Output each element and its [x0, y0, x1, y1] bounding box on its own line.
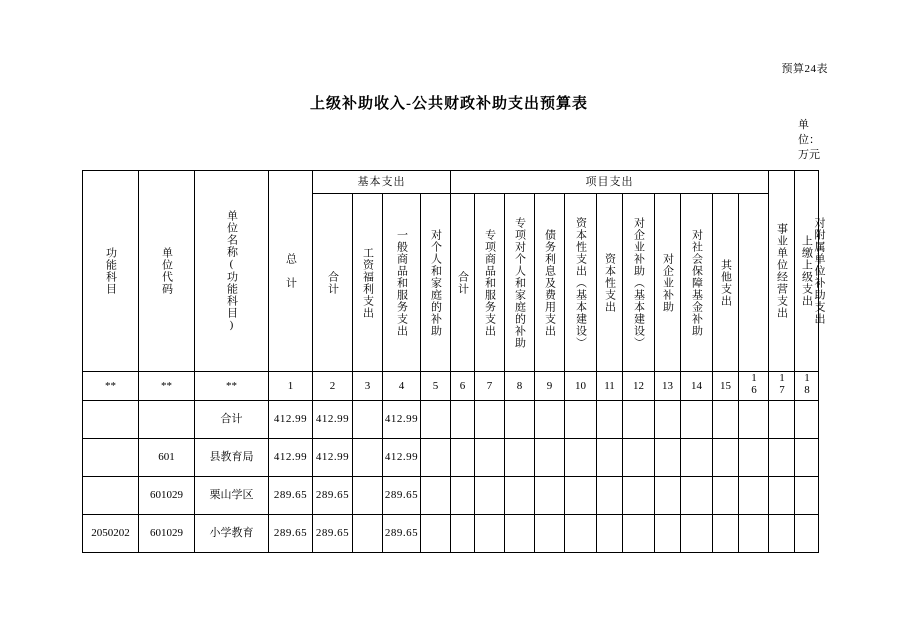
cell-enterprise-subsidy-basic	[623, 515, 655, 553]
header-upper-level-payment-label: 上缴上级支出	[800, 235, 813, 307]
colnum-18: 16	[739, 372, 769, 401]
unit-note-line1: 单	[798, 119, 809, 131]
cell-basic-total: 412.99	[313, 401, 353, 439]
colnum-13: 11	[597, 372, 623, 401]
cell-salary-welfare	[353, 477, 383, 515]
cell-salary-welfare	[353, 439, 383, 477]
colnum-7: 5	[421, 372, 451, 401]
header-total-label: 总 计	[284, 253, 297, 289]
cell-social-security-subsidy	[681, 439, 713, 477]
header-enterprise-subsidy	[655, 194, 681, 372]
header-project-total-label: 合计	[456, 270, 469, 295]
table-row	[83, 515, 819, 553]
cell-special-goods-services	[475, 439, 505, 477]
cell-function-code	[83, 401, 139, 439]
header-institution-operation-label: 事业单位经营支出	[775, 223, 788, 319]
cell-capital-basic-construction	[565, 401, 597, 439]
colnum-11: 9	[535, 372, 565, 401]
header-debt-interest-fee	[535, 194, 565, 372]
cell-function-code	[83, 439, 139, 477]
header-other-expenditure	[713, 194, 739, 372]
header-group-row	[83, 171, 819, 194]
cell-unit-code: 601029	[139, 515, 195, 553]
cell-capital-expenditure	[597, 515, 623, 553]
colnum-2: **	[195, 372, 269, 401]
page-title: 上级补助收入-公共财政补助支出预算表	[310, 96, 588, 112]
cell-basic-total: 289.65	[313, 515, 353, 553]
header-unit-name-label: 单位名称(功能科目)	[225, 210, 238, 332]
header-group-project-expenditure: 项目支出	[451, 171, 769, 194]
cell-basic-total: 289.65	[313, 477, 353, 515]
cell-upper-level-payment	[769, 439, 795, 477]
unit-note-line3: 万元	[798, 149, 820, 161]
header-capital-expenditure	[597, 194, 623, 372]
cell-enterprise-subsidy-basic	[623, 439, 655, 477]
header-personal-family-subsidy-label: 对个人和家庭的补助	[429, 228, 442, 337]
unit-note-line2: 位：	[798, 134, 820, 146]
header-unit-name	[195, 171, 269, 372]
colnum-3: 1	[269, 372, 313, 401]
cell-special-personal-family	[505, 515, 535, 553]
cell-debt-interest-fee	[535, 477, 565, 515]
header-affiliated-unit-subsidy-label: 对附属单位补助支出	[813, 217, 826, 325]
header-group-basic-expenditure: 基本支出	[313, 171, 451, 194]
colnum-9: 7	[475, 372, 505, 401]
colnum-6: 4	[383, 372, 421, 401]
colnum-14: 12	[623, 372, 655, 401]
cell-capital-expenditure	[597, 477, 623, 515]
cell-personal-family-subsidy	[421, 515, 451, 553]
cell-personal-family-subsidy	[421, 401, 451, 439]
header-unit-code	[139, 171, 195, 372]
cell-institution-operation	[739, 439, 769, 477]
header-institution-operation	[769, 171, 795, 372]
cell-personal-family-subsidy	[421, 477, 451, 515]
header-goods-services-label: 一般商品和服务支出	[395, 228, 408, 337]
colnum-17: 15	[713, 372, 739, 401]
cell-special-goods-services	[475, 477, 505, 515]
cell-unit-code: 601	[139, 439, 195, 477]
cell-upper-level-payment	[769, 401, 795, 439]
cell-unit-code	[139, 401, 195, 439]
header-enterprise-subsidy-label: 对企业补助	[661, 252, 674, 313]
table-row	[83, 439, 819, 477]
header-enterprise-subsidy-basic-label: 对企业补助（基本建设）	[632, 216, 645, 349]
cell-special-goods-services	[475, 515, 505, 553]
cell-capital-basic-construction	[565, 477, 597, 515]
budget-table	[82, 170, 826, 553]
cell-affiliated-unit-subsidy	[795, 477, 819, 515]
cell-social-security-subsidy	[681, 401, 713, 439]
header-special-goods-services-label: 专项商品和服务支出	[483, 228, 496, 337]
cell-function-code: 2050202	[83, 515, 139, 553]
cell-enterprise-subsidy-basic	[623, 477, 655, 515]
cell-project-total	[451, 439, 475, 477]
cell-unit-code: 601029	[139, 477, 195, 515]
colnum-4: 2	[313, 372, 353, 401]
cell-other-expenditure	[713, 477, 739, 515]
cell-goods-services: 412.99	[383, 439, 421, 477]
cell-affiliated-unit-subsidy	[795, 515, 819, 553]
cell-institution-operation	[739, 477, 769, 515]
header-personal-family-subsidy	[421, 194, 451, 372]
column-number-row	[83, 372, 819, 401]
header-special-personal-family-label: 专项对个人和家庭的补助	[513, 216, 526, 349]
header-function-code	[83, 171, 139, 372]
header-debt-interest-fee-label: 债务利息及费用支出	[543, 228, 556, 337]
cell-unit-name: 栗山学区	[195, 477, 269, 515]
colnum-20: 18	[795, 372, 819, 401]
colnum-5: 3	[353, 372, 383, 401]
colnum-12: 10	[565, 372, 597, 401]
cell-total: 289.65	[269, 515, 313, 553]
header-salary-welfare	[353, 194, 383, 372]
cell-special-personal-family	[505, 477, 535, 515]
cell-special-personal-family	[505, 401, 535, 439]
header-social-security-subsidy	[681, 194, 713, 372]
table-row	[83, 477, 819, 515]
header-total	[269, 171, 313, 372]
cell-total: 289.65	[269, 477, 313, 515]
cell-enterprise-subsidy	[655, 439, 681, 477]
cell-salary-welfare	[353, 515, 383, 553]
cell-upper-level-payment	[769, 477, 795, 515]
cell-institution-operation	[739, 401, 769, 439]
cell-affiliated-unit-subsidy	[795, 439, 819, 477]
header-social-security-subsidy-label: 对社会保障基金补助	[690, 228, 703, 337]
cell-capital-expenditure	[597, 439, 623, 477]
colnum-8: 6	[451, 372, 475, 401]
cell-debt-interest-fee	[535, 439, 565, 477]
cell-goods-services: 289.65	[383, 515, 421, 553]
header-other-expenditure-label: 其他支出	[719, 258, 732, 307]
cell-capital-basic-construction	[565, 439, 597, 477]
cell-function-code	[83, 477, 139, 515]
cell-enterprise-subsidy	[655, 477, 681, 515]
cell-personal-family-subsidy	[421, 439, 451, 477]
header-basic-total-label: 合计	[326, 270, 339, 295]
cell-enterprise-subsidy	[655, 401, 681, 439]
table-row	[83, 401, 819, 439]
cell-unit-name: 小学教育	[195, 515, 269, 553]
cell-unit-name: 合计	[195, 401, 269, 439]
cell-project-total	[451, 515, 475, 553]
cell-upper-level-payment	[769, 515, 795, 553]
cell-other-expenditure	[713, 515, 739, 553]
cell-social-security-subsidy	[681, 515, 713, 553]
cell-affiliated-unit-subsidy	[795, 401, 819, 439]
header-project-total	[451, 194, 475, 372]
cell-basic-total: 412.99	[313, 439, 353, 477]
header-capital-expenditure-label: 资本性支出	[603, 252, 616, 313]
header-capital-basic-construction	[565, 194, 597, 372]
colnum-0: **	[83, 372, 139, 401]
cell-unit-name: 县教育局	[195, 439, 269, 477]
cell-other-expenditure	[713, 401, 739, 439]
cell-total: 412.99	[269, 401, 313, 439]
header-salary-welfare-label: 工资福利支出	[361, 246, 374, 319]
cell-salary-welfare	[353, 401, 383, 439]
colnum-10: 8	[505, 372, 535, 401]
cell-enterprise-subsidy	[655, 515, 681, 553]
header-basic-total	[313, 194, 353, 372]
header-special-personal-family	[505, 194, 535, 372]
header-unit-code-label: 单位代码	[160, 247, 173, 295]
cell-debt-interest-fee	[535, 401, 565, 439]
cell-capital-basic-construction	[565, 515, 597, 553]
cell-enterprise-subsidy-basic	[623, 401, 655, 439]
cell-social-security-subsidy	[681, 477, 713, 515]
cell-special-goods-services	[475, 401, 505, 439]
cell-capital-expenditure	[597, 401, 623, 439]
cell-goods-services: 412.99	[383, 401, 421, 439]
cell-project-total	[451, 401, 475, 439]
cell-special-personal-family	[505, 439, 535, 477]
header-enterprise-subsidy-basic	[623, 194, 655, 372]
cell-goods-services: 289.65	[383, 477, 421, 515]
unit-note	[798, 118, 828, 163]
cell-debt-interest-fee	[535, 515, 565, 553]
colnum-16: 14	[681, 372, 713, 401]
header-capital-basic-construction-label: 资本性支出（基本建设）	[574, 216, 587, 349]
header-function-code-label: 功能科目	[104, 247, 117, 295]
cell-project-total	[451, 477, 475, 515]
cell-institution-operation	[739, 515, 769, 553]
cell-other-expenditure	[713, 439, 739, 477]
header-goods-services	[383, 194, 421, 372]
colnum-1: **	[139, 372, 195, 401]
form-code: 预算24表	[781, 63, 828, 75]
cell-total: 412.99	[269, 439, 313, 477]
colnum-19: 17	[769, 372, 795, 401]
colnum-15: 13	[655, 372, 681, 401]
header-special-goods-services	[475, 194, 505, 372]
